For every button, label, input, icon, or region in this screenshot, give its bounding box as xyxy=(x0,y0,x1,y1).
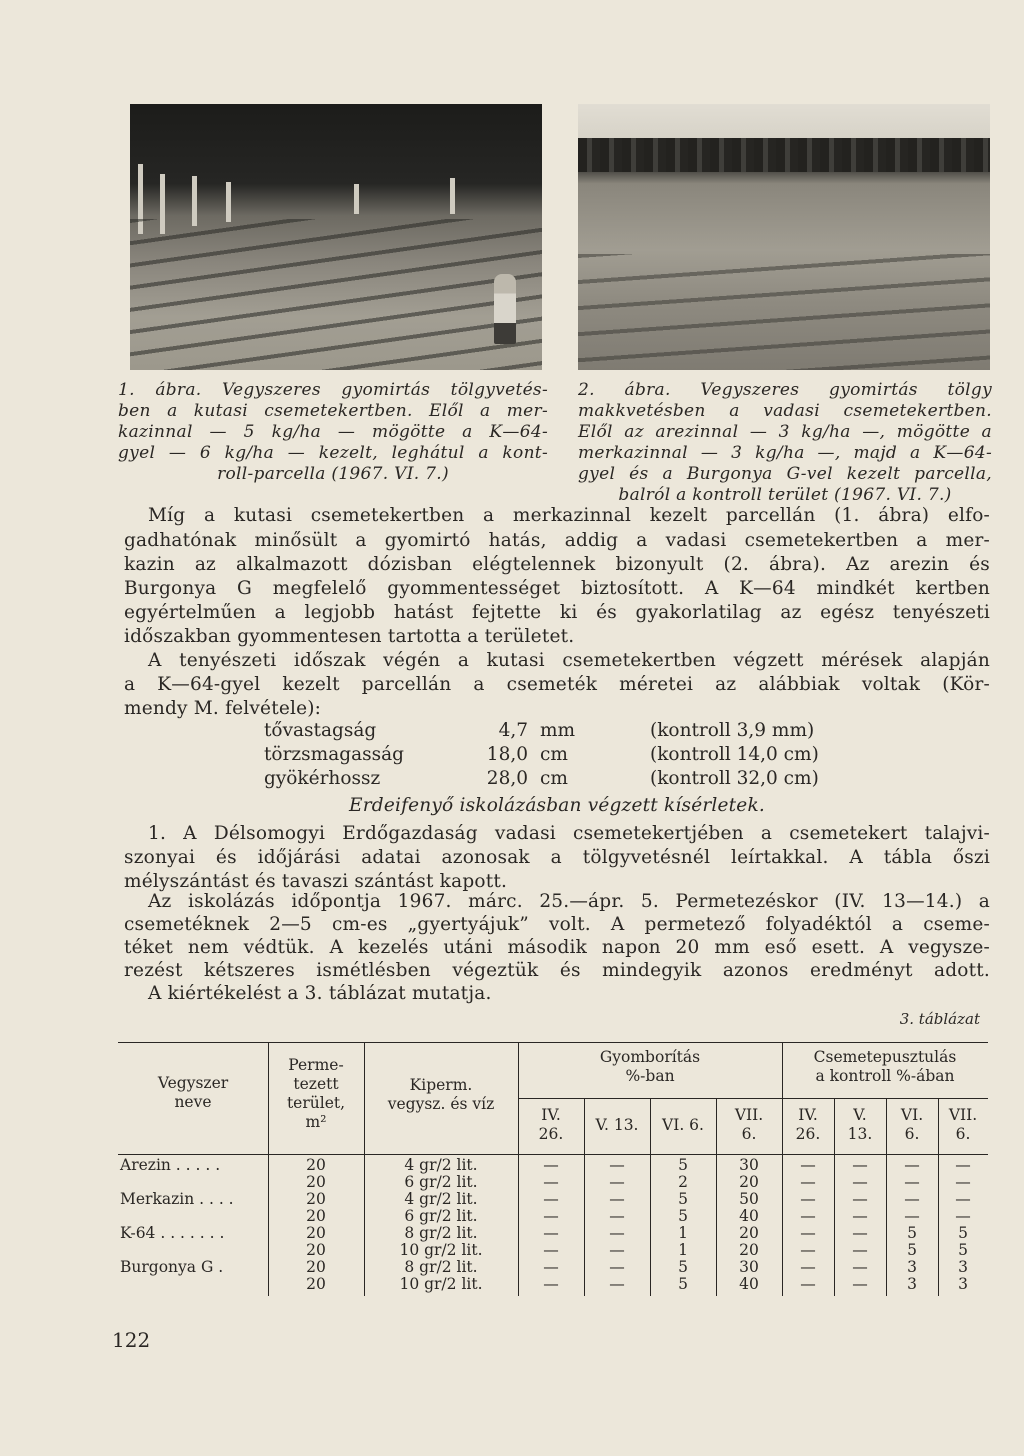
row-chemical: K-64 . . . . . . . xyxy=(120,1224,225,1242)
body-line: Míg a kutasi csemetekertben a merkazinnal kezelt parcellán (1. ábra) elfo- xyxy=(148,505,990,526)
row-value: 5 xyxy=(678,1275,688,1293)
header-date: V. 13. xyxy=(847,1106,873,1143)
measurement-control: (kontroll 3,9 mm) xyxy=(650,720,815,741)
table-title: 3. táblázat xyxy=(899,1010,980,1028)
header-date: VII. 6. xyxy=(734,1106,764,1143)
table-rule xyxy=(518,1098,988,1099)
header-applied-amount: Kiperm. vegysz. és víz xyxy=(387,1076,495,1113)
row-value: — xyxy=(800,1207,816,1225)
body-line: a K—64-gyel kezelt parcellán a csemeték méretei az alábbiak voltak (Kör- xyxy=(124,674,990,695)
body-line: mélyszántást és tavaszi szántást kapott. xyxy=(124,871,508,892)
row-value: — xyxy=(852,1156,868,1174)
row-value: 5 xyxy=(678,1207,688,1225)
figure-1-photo xyxy=(130,104,542,370)
table-rule xyxy=(118,1154,988,1155)
seedling-rows xyxy=(578,254,990,370)
row-value: 3 xyxy=(958,1275,968,1293)
row-value: — xyxy=(543,1173,559,1191)
caption-line: 2. ábra. Vegyszeres gyomirtás tölgy xyxy=(578,380,992,400)
row-value: — xyxy=(543,1275,559,1293)
row-value: 5 xyxy=(958,1241,968,1259)
measurement-value: 18,0 xyxy=(486,744,528,765)
header-date: VI. 6. xyxy=(662,1116,704,1134)
row-mix: 10 gr/2 lit. xyxy=(399,1275,483,1293)
caption-line: kazinnal — 5 kg/ha — mögötte a K—64- xyxy=(118,422,548,442)
row-value: 5 xyxy=(907,1224,917,1242)
row-value: — xyxy=(955,1207,971,1225)
fence-post xyxy=(226,182,231,222)
row-area: 20 xyxy=(306,1156,326,1174)
figure-1-caption xyxy=(118,380,548,485)
row-value: — xyxy=(852,1224,868,1242)
row-value: — xyxy=(800,1275,816,1293)
row-area: 20 xyxy=(306,1258,326,1276)
body-line: rezést kétszeres ismétlésben végeztük és mindegyik azonos eredményt adott. xyxy=(124,960,990,981)
row-value: — xyxy=(852,1258,868,1276)
row-value: 20 xyxy=(739,1241,759,1259)
body-line: téket nem védtük. A kezelés utáni második napon 20 mm eső esett. A vegysze- xyxy=(124,937,990,958)
measurement-control: (kontroll 14,0 cm) xyxy=(650,744,819,765)
row-value: — xyxy=(904,1207,920,1225)
header-date: IV. 26. xyxy=(538,1106,564,1143)
row-value: — xyxy=(904,1173,920,1191)
row-area: 20 xyxy=(306,1190,326,1208)
measurement-control: (kontroll 32,0 cm) xyxy=(650,768,819,789)
body-line: Az iskolázás időpontja 1967. márc. 25.—ápr. 5. Permetezéskor (IV. 13—14.) a xyxy=(148,891,990,912)
row-mix: 4 gr/2 lit. xyxy=(404,1156,478,1174)
measurement-value: 4,7 xyxy=(498,720,528,741)
row-area: 20 xyxy=(306,1275,326,1293)
row-value: — xyxy=(609,1275,625,1293)
row-value: — xyxy=(609,1258,625,1276)
measurement-name: törzsmagasság xyxy=(264,744,404,765)
header-weed-cover: Gyomborítás %-ban xyxy=(599,1048,701,1085)
header-date: VII. 6. xyxy=(948,1106,978,1143)
body-line: mendy M. felvétele): xyxy=(124,698,322,719)
row-mix: 6 gr/2 lit. xyxy=(404,1173,478,1191)
row-value: 20 xyxy=(739,1224,759,1242)
row-value: — xyxy=(904,1190,920,1208)
row-value: — xyxy=(609,1207,625,1225)
caption-line: 1. ábra. Vegyszeres gyomirtás tölgyvetés- xyxy=(118,380,548,400)
row-value: — xyxy=(800,1190,816,1208)
header-seedling-loss: Csemetepusztulás a kontroll %-ában xyxy=(813,1048,957,1085)
row-value: 5 xyxy=(678,1156,688,1174)
row-value: 3 xyxy=(907,1275,917,1293)
row-value: — xyxy=(800,1156,816,1174)
body-line: egyértelműen a legjobb hatást fejtette ki és gyakorlatilag az egész tenyészeti xyxy=(124,602,990,623)
row-value: — xyxy=(543,1190,559,1208)
row-value: 50 xyxy=(739,1190,759,1208)
row-mix: 8 gr/2 lit. xyxy=(404,1224,478,1242)
row-value: 1 xyxy=(678,1224,688,1242)
row-mix: 8 gr/2 lit. xyxy=(404,1258,478,1276)
row-value: — xyxy=(800,1241,816,1259)
caption-line: gyel és a Burgonya G-vel kezelt parcella, xyxy=(578,464,992,484)
page-number: 122 xyxy=(112,1328,151,1352)
caption-line: merkazinnal — 3 kg/ha —, majd a K—64- xyxy=(578,443,992,463)
row-value: — xyxy=(543,1258,559,1276)
caption-line: balról a kontroll terület (1967. VI. 7.) xyxy=(618,485,952,505)
row-value: — xyxy=(543,1207,559,1225)
row-value: — xyxy=(609,1156,625,1174)
body-line: időszakban gyommentesen tartotta a területet. xyxy=(124,626,575,647)
row-value: — xyxy=(609,1241,625,1259)
row-value: — xyxy=(852,1173,868,1191)
measurement-name: gyökérhossz xyxy=(264,768,381,789)
body-line: gadhatónak minősült a gyomirtó hatás, addig a vadasi csemetekertben a mer- xyxy=(124,530,990,551)
row-value: 2 xyxy=(678,1173,688,1191)
measurement-value: 28,0 xyxy=(486,768,528,789)
fence-post xyxy=(354,184,359,214)
body-line: Burgonya G megfelelő gyommentességet biztosított. A K—64 mindkét kertben xyxy=(124,578,990,599)
row-value: 5 xyxy=(678,1258,688,1276)
header-date: IV. 26. xyxy=(795,1106,821,1143)
body-line: 1. A Délsomogyi Erdőgazdaság vadasi csemetekertjében a csemetekert talajvi- xyxy=(148,823,990,844)
row-value: — xyxy=(609,1224,625,1242)
row-value: — xyxy=(904,1156,920,1174)
row-value: — xyxy=(543,1156,559,1174)
row-value: 40 xyxy=(739,1207,759,1225)
row-value: 5 xyxy=(678,1190,688,1208)
caption-line: roll-parcella (1967. VI. 7.) xyxy=(217,464,449,484)
body-line: szonyai és időjárási adatai azonosak a tölgyvetésnél leírtakkal. A tábla őszi xyxy=(124,847,990,868)
row-value: 30 xyxy=(739,1258,759,1276)
row-value: — xyxy=(543,1241,559,1259)
row-area: 20 xyxy=(306,1207,326,1225)
caption-line: ben a kutasi csemetekertben. Elől a mer- xyxy=(118,401,548,421)
fence-post xyxy=(450,178,455,214)
row-value: — xyxy=(800,1173,816,1191)
caption-line: Elől az arezinnal — 3 kg/ha —, mögötte a xyxy=(578,422,992,442)
body-line: kazin az alkalmazott dózisban elégtelennek bizonyult (2. ábra). Az arezin és xyxy=(124,554,990,575)
row-chemical: Burgonya G . xyxy=(120,1258,224,1276)
body-line: csemetéknek 2—5 cm-es „gyertyájuk” volt. A permetező folyadéktól a cseme- xyxy=(124,914,990,935)
figure-2-caption xyxy=(578,380,992,506)
row-value: 20 xyxy=(739,1173,759,1191)
header-sprayed-area: Perme- tezett terület, m² xyxy=(286,1056,346,1131)
figure-2-photo xyxy=(578,104,990,370)
section-heading: Erdeifenyő iskolázásban végzett kísérletek. xyxy=(349,795,765,816)
row-area: 20 xyxy=(306,1173,326,1191)
row-value: — xyxy=(800,1258,816,1276)
row-value: — xyxy=(609,1173,625,1191)
tree-line xyxy=(578,138,990,172)
measurement-unit: mm xyxy=(540,720,576,741)
row-value: — xyxy=(543,1224,559,1242)
row-value: 5 xyxy=(907,1241,917,1259)
row-value: — xyxy=(609,1190,625,1208)
caption-line: gyel — 6 kg/ha — kezelt, leghátul a kont- xyxy=(118,443,548,463)
measurement-unit: cm xyxy=(540,768,568,789)
row-value: — xyxy=(800,1224,816,1242)
measurement-unit: cm xyxy=(540,744,568,765)
measurement-name: tővastagság xyxy=(264,720,377,741)
header-chemical: Vegyszer neve xyxy=(157,1074,229,1111)
row-value: 1 xyxy=(678,1241,688,1259)
row-mix: 6 gr/2 lit. xyxy=(404,1207,478,1225)
row-area: 20 xyxy=(306,1241,326,1259)
table-rule xyxy=(118,1042,988,1043)
row-area: 20 xyxy=(306,1224,326,1242)
header-date: V. 13. xyxy=(595,1116,639,1134)
body-line: A tenyészeti időszak végén a kutasi csemetekertben végzett mérések alapján xyxy=(148,650,990,671)
row-value: — xyxy=(955,1156,971,1174)
row-value: — xyxy=(852,1190,868,1208)
body-line: A kiértékelést a 3. táblázat mutatja. xyxy=(148,983,492,1004)
row-chemical: Arezin . . . . . xyxy=(120,1156,221,1174)
caption-line: makkvetésben a vadasi csemetekertben. xyxy=(578,401,992,421)
row-mix: 10 gr/2 lit. xyxy=(399,1241,483,1259)
row-value: 3 xyxy=(958,1258,968,1276)
row-value: — xyxy=(955,1190,971,1208)
row-chemical: Merkazin . . . . xyxy=(120,1190,234,1208)
person-figure xyxy=(494,274,516,344)
row-value: — xyxy=(852,1241,868,1259)
row-mix: 4 gr/2 lit. xyxy=(404,1190,478,1208)
row-value: 3 xyxy=(907,1258,917,1276)
row-value: — xyxy=(852,1275,868,1293)
header-date: VI. 6. xyxy=(900,1106,924,1143)
row-value: 30 xyxy=(739,1156,759,1174)
row-value: 5 xyxy=(958,1224,968,1242)
row-value: — xyxy=(852,1207,868,1225)
row-value: — xyxy=(955,1173,971,1191)
row-value: 40 xyxy=(739,1275,759,1293)
seedling-rows xyxy=(130,219,542,370)
